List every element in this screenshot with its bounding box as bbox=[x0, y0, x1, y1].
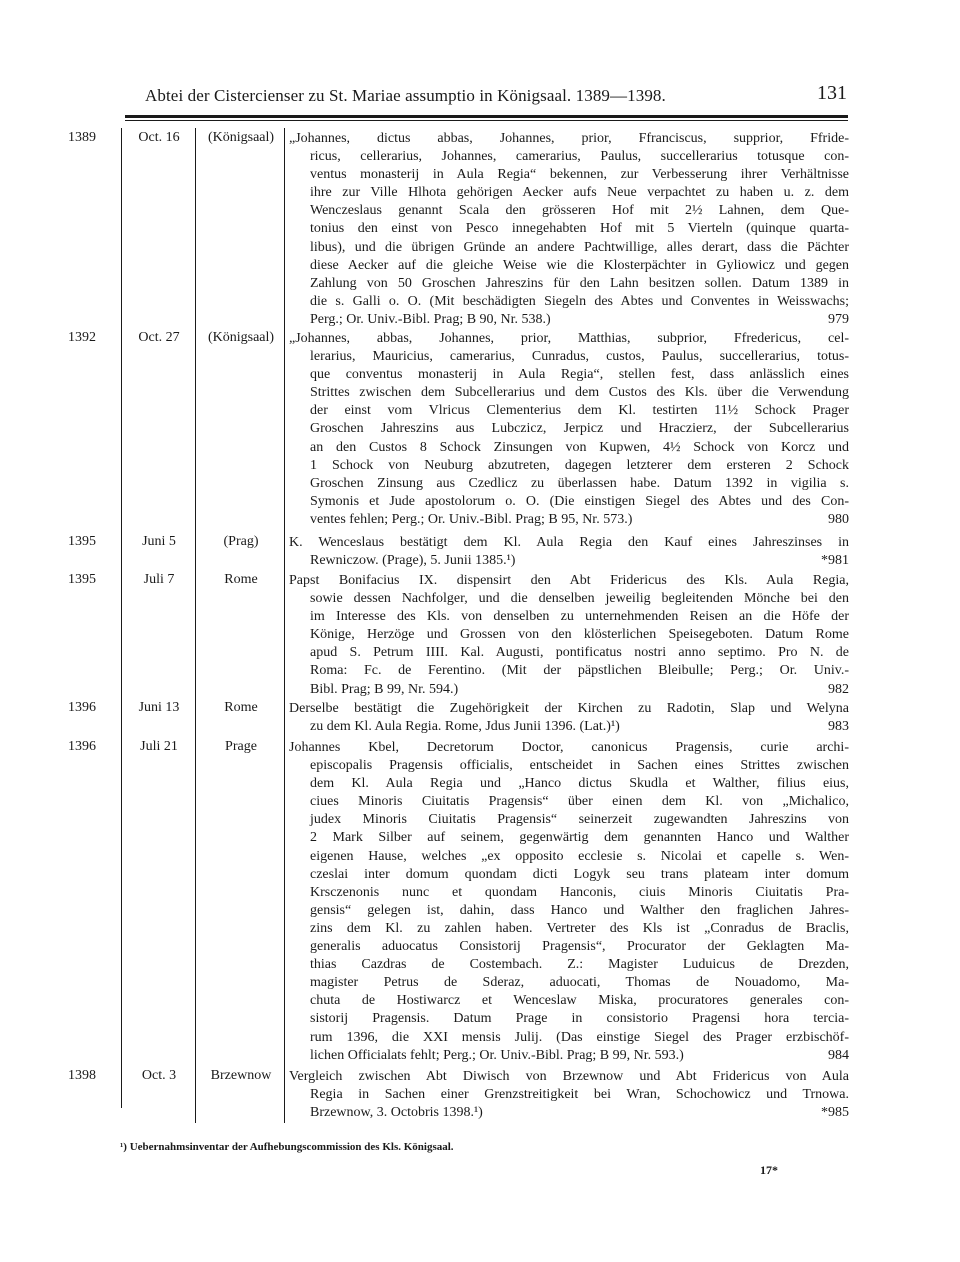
entry-date: Juni 13 bbox=[138, 700, 180, 715]
entry-text-line bbox=[289, 1086, 849, 1104]
entry-text-line bbox=[289, 626, 849, 644]
entry-text-line bbox=[289, 534, 849, 552]
entry-text-line bbox=[289, 739, 849, 757]
entry-text-line bbox=[289, 420, 849, 438]
entry-text bbox=[289, 572, 849, 699]
entry-text-line-content: Derselbe bestätigt die Zugehörigkeit der Kirchen zu Radotin, Slap und Welyna bbox=[289, 701, 849, 716]
entry-text-line-content: libus), und die übrigen Gründe an andere Pachtwillige, alles derart, dass die Pächter bbox=[310, 239, 849, 255]
entry-text-line-content: Brzewnow, 3. Octobris 1398.¹) bbox=[310, 1105, 483, 1121]
entry-place: Rome bbox=[224, 572, 258, 587]
entry-text-line bbox=[289, 1047, 849, 1065]
entry-year: 1398 bbox=[68, 1068, 96, 1083]
entry-text-line-content: „Johannes, abbas, Johannes, prior, Matthias, subprior, Ffredericus, cel- bbox=[289, 331, 849, 346]
entry-year: 1392 bbox=[68, 330, 96, 345]
entry-text-line-content: magister Petrus de Sderaz, aduocati, Thomas de Nouadomo, Ma- bbox=[310, 975, 849, 991]
entry-date: Oct. 3 bbox=[141, 1068, 177, 1083]
entry-year: 1395 bbox=[68, 572, 96, 587]
entry-text-line-content: K. Wenceslaus bestätigt dem Kl. Aula Regia den Kauf eines Jahreszinses in bbox=[289, 535, 849, 550]
entry-text-line bbox=[289, 956, 849, 974]
entry-text-line-content: ventus monasterij in Aula Regia“ bekennen, zur Verbesserung ihrer Verhältnisse bbox=[310, 167, 849, 183]
entry-text-line-content: generalis aduocatus Consistorij Pragensis“, Procurator der Geklagten Ma- bbox=[310, 939, 849, 955]
entry-text-line-content: dem Kl. Aula Regia und „Hanco dictus Skudla et Walther, filius eius, bbox=[310, 776, 849, 792]
entry-text-line bbox=[289, 866, 849, 884]
column-divider-date bbox=[195, 128, 196, 1123]
entry-year: 1395 bbox=[68, 534, 96, 549]
entry-text-line-content: Wenczeslaus genannt Scala den grösseren Hof mit 2½ Lahnen, dem Que- bbox=[310, 203, 849, 219]
entry-text-line-content: ihre zur Ville Hlhota gehörigen Aecker aufs Neue verpachtet zu haben u. z. dem bbox=[310, 185, 849, 201]
entry-year: 1396 bbox=[68, 700, 96, 715]
entry-text-line-content: ciues Minoris Ciuitatis Pragensis“ über einen dem Kl. von „Michalico, bbox=[310, 794, 849, 810]
entry-text-line bbox=[289, 590, 849, 608]
entry-text-line bbox=[289, 239, 849, 257]
entry-text-line bbox=[289, 793, 849, 811]
entry-text-line-content: 2 Mark Silber auf seinem, gegenwärtig dem genannten Hanco und Walther bbox=[310, 830, 849, 846]
entry-text-line-content: an den Custos 8 Schock Zinsungen von Kupwen, 4½ Schock von Korcz und bbox=[310, 439, 849, 455]
entry-text-line bbox=[289, 148, 849, 166]
entry-text-line-content: lerarius, Mauricius, camerarius, Cunradus, custos, Paulus, succellerarius, totus- bbox=[310, 349, 849, 365]
entry-text-line-content: Regia in Sachen einer Grenzstreitigkeit bei Wran, Schochowicz und Trnowa. bbox=[310, 1087, 849, 1103]
entry-number: 982 bbox=[828, 681, 849, 697]
entry-text-line bbox=[289, 1029, 849, 1047]
entry-text-line bbox=[289, 757, 849, 775]
entry-text-line bbox=[289, 1104, 849, 1122]
entry-text-line-content: die s. Galli o. O. (Mit beschädigten Siegeln des Abtes und Conventes in Weisswachs; bbox=[310, 293, 849, 309]
entry-text-line-content: Könige, Herzöge und Grossen von den klösterlichen Speisegeboten. Datum Rome bbox=[310, 627, 849, 643]
entry-text-line bbox=[289, 184, 849, 202]
entry-text-line bbox=[289, 884, 849, 902]
entry-text bbox=[289, 700, 849, 736]
entry-text-line bbox=[289, 992, 849, 1010]
entry-text-line bbox=[289, 402, 849, 420]
entry-text-line-content: zins dem Kl. zu zahlen haben. Vertreter des Kls ist „Conradus de Braclis, bbox=[310, 920, 849, 936]
entry-year: 1396 bbox=[68, 739, 96, 754]
entry-text-line bbox=[289, 920, 849, 938]
entry-text bbox=[289, 739, 849, 1065]
entry-place: (Prag) bbox=[223, 534, 259, 549]
entry-text-line-content: diese Aecker auf die gleiche Weise wie die Klosterpächter in Gyliowicz und gegen bbox=[310, 257, 849, 273]
entry-text-line-content: der einst vom Vlricus Clementerius dem Kl. testirten 11½ Schock Prager bbox=[310, 403, 849, 419]
entry-text-line-content: im Interesse des Kls. von denselben zu unternehmenden Reisen an die Höfe der bbox=[310, 609, 849, 625]
entry-text bbox=[289, 130, 849, 329]
entry-year: 1389 bbox=[68, 130, 96, 145]
entry-text-line bbox=[289, 644, 849, 662]
entry-text-line bbox=[289, 257, 849, 275]
entry-text-line bbox=[289, 166, 849, 184]
entry-text-line-content: Symonis et Jude apostolorum o. O. (Die einstigen Siegel des Abtes und des Con- bbox=[310, 493, 849, 509]
footnote: ¹) Uebernahmsinventar der Aufhebungscommission des Kls. Königsaal. bbox=[120, 1141, 454, 1153]
entry-text-line-content: Bibl. Prag; B 99, Nr. 594.) bbox=[310, 681, 459, 697]
entry-text bbox=[289, 1068, 849, 1122]
entry-number: 984 bbox=[828, 1047, 849, 1063]
entry-date: Juni 5 bbox=[142, 534, 176, 549]
entry-text-line bbox=[289, 366, 849, 384]
entry-text-line bbox=[289, 775, 849, 793]
signature-mark: 17* bbox=[760, 1163, 778, 1177]
entry-text-line-content: Zahlung von 50 Groschen Jahreszins für den Lahn besitzen sollen. Datum 1389 in bbox=[310, 275, 849, 291]
entry-text-line bbox=[289, 718, 849, 736]
entry-text-line-content: gensis“ gelegen ist, dahin, dass Hanco und Walther den fraglichen Jahres- bbox=[310, 902, 849, 918]
entry-text-line-content: Roma: Fc. de Ferentino. (Mit der päpstlichen Bleibulle; Perg.; Or. Univ.- bbox=[310, 663, 849, 679]
entry-text bbox=[289, 534, 849, 570]
entry-text-line-content: sowie dessen Nachfolger, und die denselben jeweilig begleitenden Mönche bei den bbox=[310, 591, 849, 607]
entry-place: (Königsaal) bbox=[207, 330, 275, 345]
entry-text-line bbox=[289, 1010, 849, 1028]
entry-text-line bbox=[289, 829, 849, 847]
entry-text-line bbox=[289, 293, 849, 311]
entry-text-line bbox=[289, 902, 849, 920]
entry-number: *981 bbox=[821, 553, 849, 569]
entry-text-line-content: Krsczenonis nunc et quondam Hanconis, ciuis Minoris Ciuitatis Pra- bbox=[310, 884, 849, 900]
entry-text-line-content: apud S. Petrum IIII. Kal. Augusti, pontificatus nostri anno septimo. Pro N. de bbox=[310, 645, 849, 661]
entry-text-line bbox=[289, 848, 849, 866]
entry-text-line bbox=[289, 700, 849, 718]
entry-text-line-content: Vergleich zwischen Abt Diwisch von Brzewnow und Abt Fridericus von Aula bbox=[289, 1069, 849, 1084]
entry-text-line-content: Groschen Zinsung aus Czedlicz zu überlassen habe. Datum 1392 in vigilia s. bbox=[310, 475, 849, 491]
entry-text-line-content: eigenen Hause, welches „ex opposito ecclesie s. Nicolai et capelle s. Wen- bbox=[310, 848, 849, 864]
entry-text-line bbox=[289, 202, 849, 220]
entry-text-line-content: chuta de Hostiwarcz et Wenceslaw Miska, procuratores generales con- bbox=[310, 993, 849, 1009]
entry-text-line-content: ricus, cellerarius, Johannes, camerarius, Paulus, succellerarius totusque con- bbox=[310, 149, 849, 165]
entry-date: Juli 7 bbox=[143, 572, 175, 587]
entry-text-line-content: episcopalis Pragensis officialis, entscheidet in Sachen eines Strittes zwischen bbox=[310, 758, 849, 774]
entry-text-line-content: Papst Bonifacius IX. dispensirt den Abt Fridericus des Kls. Aula Regia, bbox=[289, 573, 849, 588]
entry-text-line-content: thias Cazdras de Costembach. Z.: Magister Luduicus de Drezden, bbox=[310, 957, 849, 973]
entry-place: (Königsaal) bbox=[207, 130, 275, 145]
entry-text-line-content: tonius den einst von Pesco innegehabten Hof mit 5 Vierteln (quinque quarta- bbox=[310, 221, 849, 237]
entry-text-line-content: Strittes zwischen dem Subcellerarius und dem Custos des Kls. über die Verwendung bbox=[310, 385, 849, 401]
entry-number: *985 bbox=[821, 1105, 849, 1121]
entry-text-line bbox=[289, 974, 849, 992]
entry-text-line-content: 1 Schock von Neuburg abzutreten, dagegen letzterer dem ersteren 2 Schock bbox=[310, 457, 849, 473]
header-rule-thick bbox=[125, 115, 848, 118]
entry-text-line-content: Groschen Jahreszins aus Lubczicz, Jerpicz und Hraczierz, der Subcellerarius bbox=[310, 421, 849, 437]
entry-text-line bbox=[289, 552, 849, 570]
entry-text-line-content: Perg.; Or. Univ.-Bibl. Prag; B 90, Nr. 538.) bbox=[310, 311, 551, 327]
page-number: 131 bbox=[817, 82, 847, 104]
entry-text-line bbox=[289, 330, 849, 348]
column-divider-place bbox=[284, 128, 285, 1123]
entry-text-line bbox=[289, 220, 849, 238]
entry-text-line bbox=[289, 457, 849, 475]
page-header bbox=[145, 82, 847, 112]
entry-text-line bbox=[289, 681, 849, 699]
entry-text-line-content: que conventus monasterij in Aula Regia“, stellen fest, dass anlässlich eines bbox=[310, 367, 849, 383]
entry-date: Oct. 27 bbox=[138, 330, 180, 345]
running-title: Abtei der Cistercienser zu St. Mariae assumptio in Königsaal. 1389—1398. bbox=[145, 86, 666, 105]
entry-text-line-content: lichen Officialats fehlt; Perg.; Or. Univ.-Bibl. Prag; B 99, Nr. 593.) bbox=[310, 1047, 684, 1063]
entry-text-line bbox=[289, 275, 849, 293]
entry-text-line bbox=[289, 130, 849, 148]
entry-text-line bbox=[289, 348, 849, 366]
entry-text bbox=[289, 330, 849, 529]
entry-number: 980 bbox=[828, 511, 849, 527]
entry-number: 983 bbox=[828, 719, 849, 735]
entry-text-line bbox=[289, 608, 849, 626]
entry-text-line bbox=[289, 493, 849, 511]
entry-date: Juli 21 bbox=[140, 739, 178, 754]
entry-text-line-content: „Johannes, dictus abbas, Johannes, prior, Ffranciscus, supprior, Ffride- bbox=[289, 131, 849, 146]
entry-text-line-content: rum 1396, die XXI mensis Julij. (Das einstige Siegel des Prager erzbischöf- bbox=[310, 1029, 849, 1045]
entry-text-line bbox=[289, 938, 849, 956]
column-divider-year bbox=[121, 128, 122, 1108]
entry-text-line-content: judex Minoris Ciuitatis Pragensis“ seinerzeit zugewandten Jahreszins von bbox=[310, 812, 849, 828]
entry-text-line bbox=[289, 511, 849, 529]
entry-text-line bbox=[289, 384, 849, 402]
entry-text-line-content: Rewniczow. (Prage), 5. Junii 1385.¹) bbox=[310, 553, 516, 569]
entry-text-line bbox=[289, 662, 849, 680]
entry-text-line bbox=[289, 1068, 849, 1086]
entry-text-line-content: Johannes Kbel, Decretorum Doctor, canonicus Pragensis, curie archi- bbox=[289, 740, 849, 755]
entry-place: Prage bbox=[225, 739, 257, 754]
entry-number: 979 bbox=[828, 311, 849, 327]
entry-text-line-content: zu dem Kl. Aula Regia. Rome, Jdus Junii 1396. (Lat.)¹) bbox=[310, 719, 620, 735]
header-rule-thin bbox=[125, 120, 848, 121]
entry-text-line bbox=[289, 439, 849, 457]
entry-date: Oct. 16 bbox=[138, 130, 180, 145]
entry-text-line-content: czeslai inter domum quondam dicti Logyk seu trans plateam inter domum bbox=[310, 866, 849, 882]
entry-text-line bbox=[289, 572, 849, 590]
entry-place: Brzewnow bbox=[210, 1068, 272, 1083]
entry-text-line bbox=[289, 475, 849, 493]
entry-text-line-content: ventes fehlen; Perg.; Or. Univ.-Bibl. Prag; B 95, Nr. 573.) bbox=[310, 511, 633, 527]
entry-place: Rome bbox=[224, 700, 258, 715]
entry-text-line bbox=[289, 811, 849, 829]
entry-text-line bbox=[289, 311, 849, 329]
entry-text-line-content: sistorij Pragensis. Datum Prage in consistorio Pragensi hora tercia- bbox=[310, 1011, 849, 1027]
